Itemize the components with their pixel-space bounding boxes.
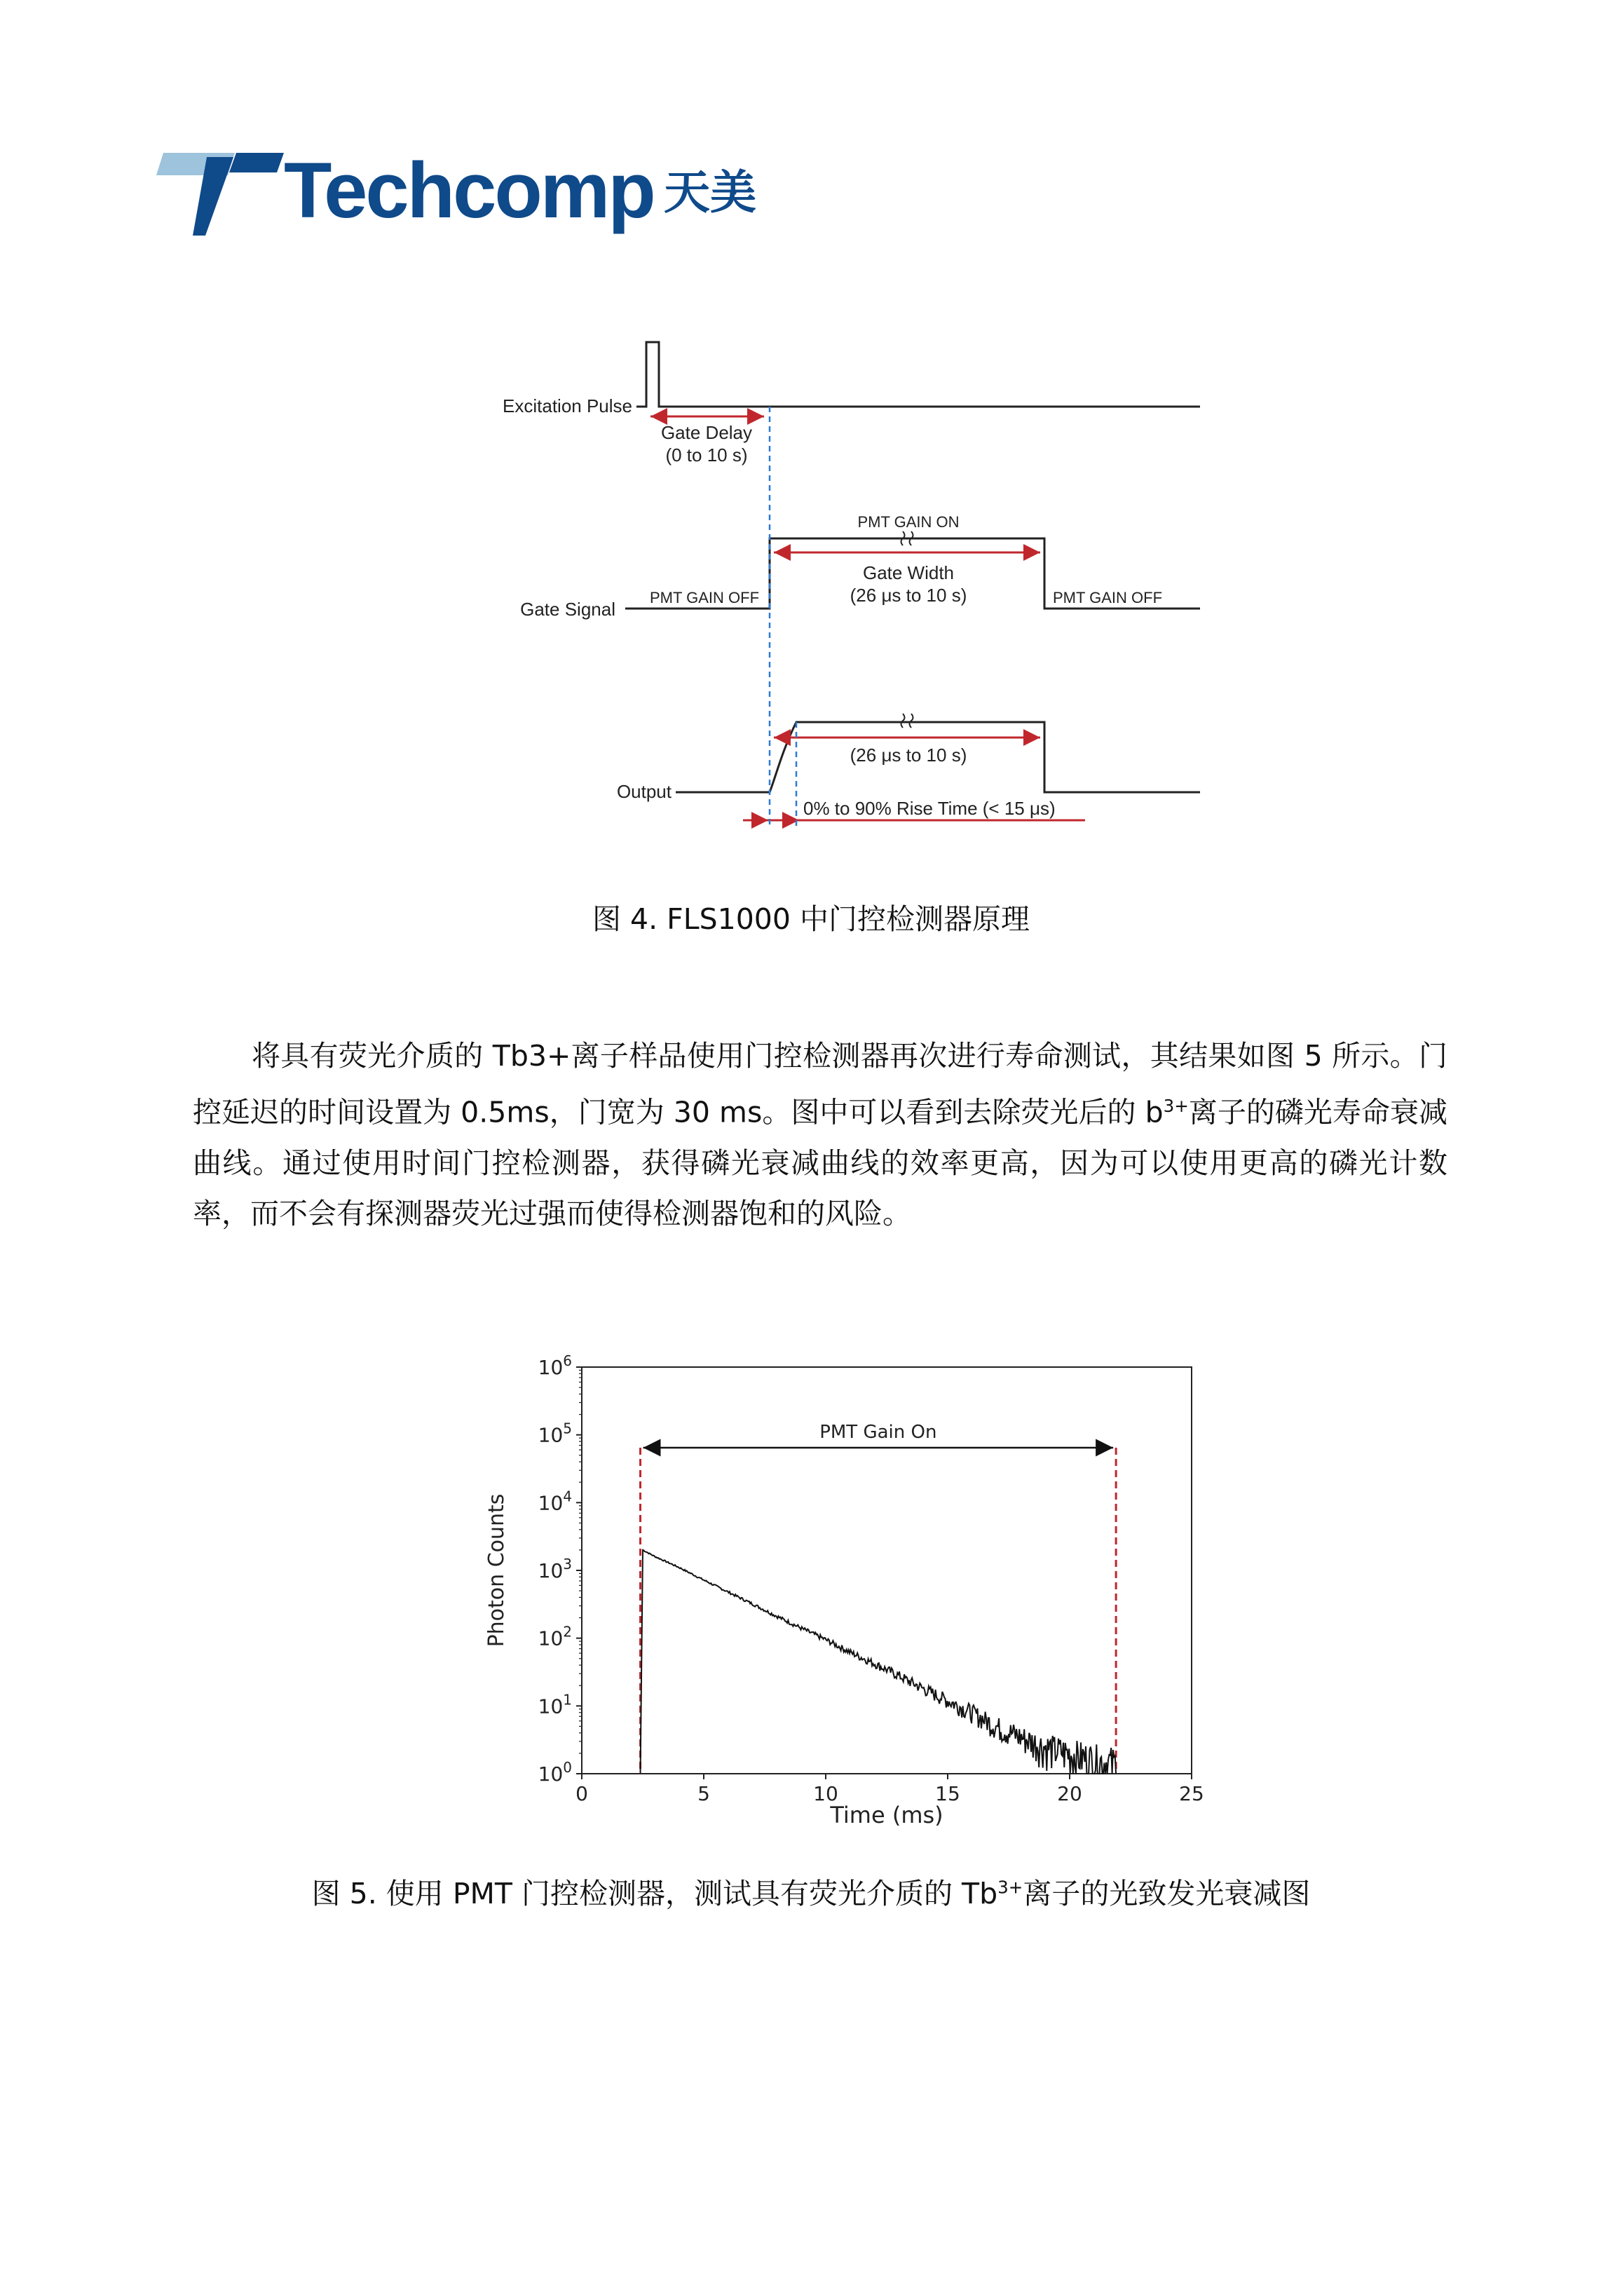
x-tick-label: 15 bbox=[935, 1782, 960, 1805]
pmt-gain-on-annotation: PMT Gain On bbox=[819, 1422, 937, 1443]
figure5-caption-superscript: 3+ bbox=[997, 1877, 1023, 1898]
figure5-caption bbox=[0, 1870, 1622, 1912]
y-tick-label: $10^4$ bbox=[538, 1488, 572, 1515]
output-range: (26 μs to 10 s) bbox=[850, 745, 967, 766]
logo-chinese-name: 天美 bbox=[664, 165, 756, 219]
label-excitation-pulse: Excitation Pulse bbox=[503, 395, 632, 416]
pmt-gain-off-right: PMT GAIN OFF bbox=[1052, 589, 1163, 606]
y-tick-label: $10^5$ bbox=[538, 1420, 572, 1447]
y-tick-label: $10^1$ bbox=[538, 1691, 572, 1718]
y-axis-ticks bbox=[538, 1352, 582, 1786]
x-tick-label: 10 bbox=[813, 1782, 838, 1805]
gate-width-range: (26 μs to 10 s) bbox=[850, 585, 967, 606]
gated-detector-timing-diagram bbox=[463, 330, 1206, 855]
y-tick-label: $10^0$ bbox=[538, 1759, 572, 1786]
paragraph-superscript: 3+ bbox=[1163, 1096, 1189, 1116]
y-tick-label: $10^3$ bbox=[538, 1556, 572, 1582]
x-axis-ticks bbox=[575, 1774, 1204, 1805]
paragraph-text-a: 将具有荧光介质的 Tb3+离子样品使用门控检测器再次进行寿命测试，其结果如图 5 所示。门控延迟的时间设置为 0.5ms，门宽为 30 ms。图中可以看到去除荧光后的 b bbox=[193, 1039, 1447, 1129]
gate-delay-range: (0 to 10 s) bbox=[665, 444, 748, 466]
figure4-caption: 图 4. FLS1000 中门控检测器原理 bbox=[592, 902, 1030, 936]
x-tick-label: 0 bbox=[575, 1782, 588, 1805]
excitation-pulse-trace bbox=[636, 342, 1200, 407]
label-output: Output bbox=[616, 781, 672, 802]
x-tick-label: 25 bbox=[1179, 1782, 1204, 1805]
x-axis-label: Time (ms) bbox=[830, 1802, 943, 1828]
decay-chart bbox=[463, 1325, 1234, 1844]
gate-delay-label: Gate Delay bbox=[660, 422, 753, 443]
gate-width-label: Gate Width bbox=[862, 562, 955, 583]
y-tick-label: $10^2$ bbox=[538, 1623, 572, 1650]
techcomp-logo-mark-icon bbox=[151, 147, 284, 238]
pmt-gain-off-left: PMT GAIN OFF bbox=[649, 589, 760, 606]
figure5-caption-a: 图 5. 使用 PMT 门控检测器，测试具有荧光介质的 Tb bbox=[311, 1877, 998, 1910]
y-axis-label: Photon Counts bbox=[484, 1493, 509, 1648]
rise-time-label: 0% to 90% Rise Time (< 15 μs) bbox=[803, 798, 1056, 819]
techcomp-logo bbox=[151, 147, 782, 245]
logo-wordmark: Techcomp bbox=[284, 147, 654, 234]
label-gate-signal: Gate Signal bbox=[520, 599, 615, 620]
axis-break-icon bbox=[901, 714, 913, 728]
paragraph-text-b: 离子的磷光寿命衰减曲线。通过使用时间门控检测器，获得磷光衰减曲线的效率更高，因为可以使用更高的磷光计数率，而不会有探测器荧光过强而使得检测器饱和的风险。 bbox=[193, 1095, 1447, 1230]
x-tick-label: 5 bbox=[697, 1782, 710, 1805]
y-tick-label: $10^6$ bbox=[538, 1352, 572, 1379]
decay-trace-series bbox=[641, 1550, 1117, 1774]
pmt-gain-on: PMT GAIN ON bbox=[857, 513, 960, 531]
x-tick-label: 20 bbox=[1057, 1782, 1082, 1805]
figure5-caption-b: 离子的光致发光衰减图 bbox=[1023, 1877, 1311, 1910]
body-paragraph bbox=[193, 1031, 1447, 1239]
